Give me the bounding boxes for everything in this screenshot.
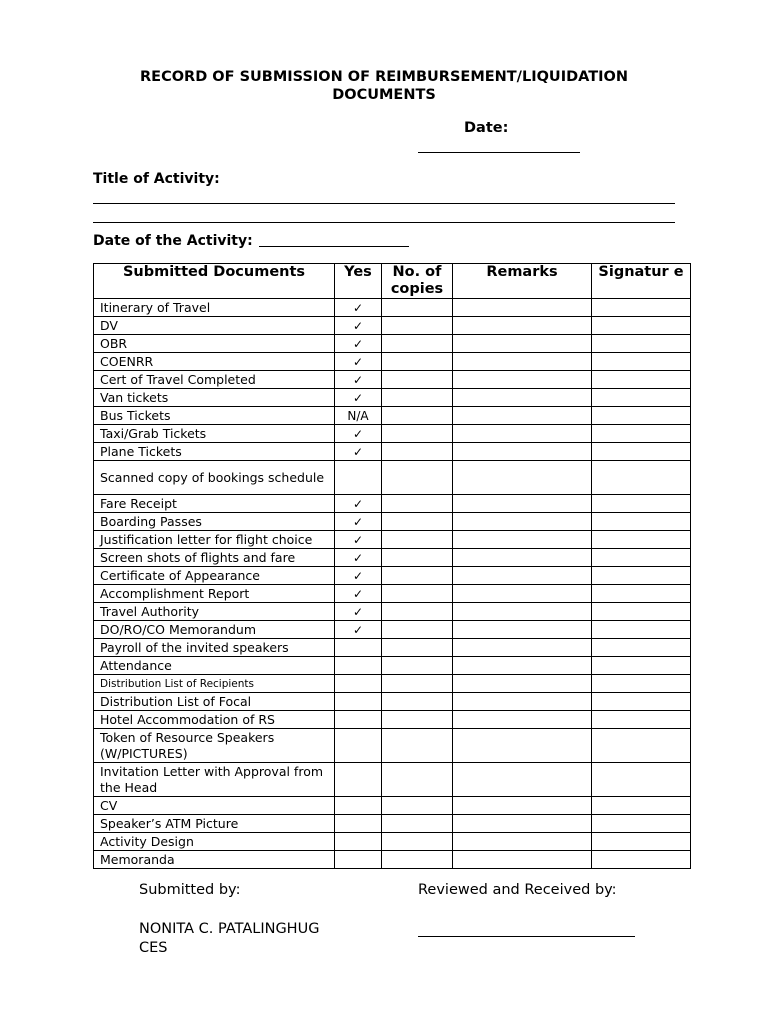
yes-mark[interactable]: ✓ [335, 389, 382, 407]
remarks-cell[interactable] [453, 443, 592, 461]
table-row [94, 585, 691, 603]
signature-cell[interactable] [592, 335, 691, 353]
submitter-block [139, 920, 319, 958]
remarks-cell[interactable] [453, 657, 592, 675]
signature-cell[interactable] [592, 495, 691, 513]
signature-cell[interactable] [592, 657, 691, 675]
table-row [94, 833, 691, 851]
doc-name: Screen shots of flights and fare [94, 549, 335, 567]
remarks-cell[interactable] [453, 851, 592, 869]
signature-cell[interactable] [592, 585, 691, 603]
signature-cell[interactable] [592, 461, 691, 495]
doc-name: Accomplishment Report [94, 585, 335, 603]
date-of-activity-label: Date of the Activity: [93, 233, 253, 249]
date-blank-line[interactable] [418, 152, 580, 153]
yes-mark[interactable] [335, 833, 382, 851]
signature-cell[interactable] [592, 763, 691, 797]
yes-mark[interactable] [335, 675, 382, 693]
remarks-cell[interactable] [453, 317, 592, 335]
doc-name: Distribution List of Recipients [94, 675, 335, 693]
doc-name: Fare Receipt [94, 495, 335, 513]
doc-name: Speaker’s ATM Picture [94, 815, 335, 833]
title-of-activity-line-1[interactable] [93, 203, 675, 204]
copies-cell[interactable] [382, 763, 453, 797]
yes-mark[interactable] [335, 693, 382, 711]
remarks-cell[interactable] [453, 711, 592, 729]
yes-mark[interactable] [335, 797, 382, 815]
remarks-cell[interactable] [453, 425, 592, 443]
table-row [94, 657, 691, 675]
remarks-cell[interactable] [453, 639, 592, 657]
signature-cell[interactable] [592, 621, 691, 639]
table-row [94, 335, 691, 353]
table-row [94, 317, 691, 335]
table-row [94, 711, 691, 729]
doc-name: Hotel Accommodation of RS [94, 711, 335, 729]
remarks-cell[interactable] [453, 763, 592, 797]
copies-cell[interactable] [382, 797, 453, 815]
copies-cell[interactable] [382, 851, 453, 869]
copies-cell[interactable] [382, 639, 453, 657]
copies-cell[interactable] [382, 389, 453, 407]
yes-mark[interactable] [335, 461, 382, 495]
copies-cell[interactable] [382, 711, 453, 729]
yes-mark[interactable]: ✓ [335, 335, 382, 353]
table-row [94, 531, 691, 549]
copies-cell[interactable] [382, 585, 453, 603]
signature-cell[interactable] [592, 371, 691, 389]
table-row [94, 549, 691, 567]
remarks-cell[interactable] [453, 729, 592, 763]
remarks-cell[interactable] [453, 693, 592, 711]
table-row [94, 815, 691, 833]
yes-mark[interactable]: ✓ [335, 531, 382, 549]
signature-cell[interactable] [592, 389, 691, 407]
signature-cell[interactable] [592, 443, 691, 461]
remarks-cell[interactable] [453, 603, 592, 621]
remarks-cell[interactable] [453, 335, 592, 353]
date-of-activity-line[interactable] [259, 246, 409, 247]
submitted-documents-table [93, 263, 691, 869]
doc-name: COENRR [94, 353, 335, 371]
copies-cell[interactable] [382, 495, 453, 513]
yes-mark[interactable] [335, 851, 382, 869]
doc-name: Taxi/Grab Tickets [94, 425, 335, 443]
remarks-cell[interactable] [453, 461, 592, 495]
remarks-cell[interactable] [453, 513, 592, 531]
remarks-cell[interactable] [453, 371, 592, 389]
copies-cell[interactable] [382, 603, 453, 621]
signature-cell[interactable] [592, 675, 691, 693]
table-row [94, 797, 691, 815]
remarks-cell[interactable] [453, 675, 592, 693]
signature-cell[interactable] [592, 729, 691, 763]
table-row [94, 567, 691, 585]
yes-mark[interactable]: ✓ [335, 371, 382, 389]
yes-mark[interactable]: ✓ [335, 425, 382, 443]
doc-name: Plane Tickets [94, 443, 335, 461]
table-row [94, 389, 691, 407]
copies-cell[interactable] [382, 299, 453, 317]
title-line-1: RECORD OF SUBMISSION OF REIMBURSEMENT/LIQUIDATION [140, 69, 628, 85]
copies-cell[interactable] [382, 549, 453, 567]
remarks-cell[interactable] [453, 567, 592, 585]
copies-cell[interactable] [382, 531, 453, 549]
remarks-cell[interactable] [453, 389, 592, 407]
signature-cell[interactable] [592, 407, 691, 425]
doc-name: Justification letter for flight choice [94, 531, 335, 549]
copies-cell[interactable] [382, 353, 453, 371]
doc-name: Distribution List of Focal [94, 693, 335, 711]
yes-mark[interactable]: ✓ [335, 443, 382, 461]
doc-name: DV [94, 317, 335, 335]
yes-mark[interactable]: ✓ [335, 495, 382, 513]
doc-name: Van tickets [94, 389, 335, 407]
doc-name: Attendance [94, 657, 335, 675]
yes-mark[interactable]: ✓ [335, 549, 382, 567]
header-yes: Yes [335, 264, 382, 299]
submitter-title: CES [139, 940, 168, 956]
doc-name: Cert of Travel Completed [94, 371, 335, 389]
yes-mark[interactable] [335, 729, 382, 763]
remarks-cell[interactable] [453, 407, 592, 425]
header-submitted-documents: Submitted Documents [94, 264, 335, 299]
table-row [94, 603, 691, 621]
signature-cell[interactable] [592, 353, 691, 371]
signature-cell[interactable] [592, 549, 691, 567]
table-row [94, 371, 691, 389]
title-of-activity-line-2[interactable] [93, 222, 675, 223]
doc-name: CV [94, 797, 335, 815]
doc-name: Invitation Letter with Approval from the Head [94, 763, 335, 797]
doc-name: Itinerary of Travel [94, 299, 335, 317]
copies-cell[interactable] [382, 513, 453, 531]
header-remarks: Remarks [453, 264, 592, 299]
yes-mark[interactable]: ✓ [335, 317, 382, 335]
signature-cell[interactable] [592, 851, 691, 869]
signature-cell[interactable] [592, 639, 691, 657]
doc-name: Bus Tickets [94, 407, 335, 425]
table-row [94, 299, 691, 317]
copies-cell[interactable] [382, 335, 453, 353]
table-row [94, 693, 691, 711]
title-line-2: DOCUMENTS [332, 87, 436, 103]
table-row [94, 461, 691, 495]
yes-mark[interactable]: N/A [335, 407, 382, 425]
copies-cell[interactable] [382, 693, 453, 711]
signature-cell[interactable] [592, 513, 691, 531]
signature-cell[interactable] [592, 317, 691, 335]
remarks-cell[interactable] [453, 495, 592, 513]
copies-cell[interactable] [382, 443, 453, 461]
remarks-cell[interactable] [453, 299, 592, 317]
copies-cell[interactable] [382, 815, 453, 833]
copies-cell[interactable] [382, 729, 453, 763]
copies-cell[interactable] [382, 317, 453, 335]
remarks-cell[interactable] [453, 549, 592, 567]
yes-mark[interactable]: ✓ [335, 621, 382, 639]
copies-cell[interactable] [382, 657, 453, 675]
table-row [94, 675, 691, 693]
yes-mark[interactable]: ✓ [335, 603, 382, 621]
reviewer-signature-line[interactable] [418, 936, 635, 937]
copies-cell[interactable] [382, 371, 453, 389]
signature-cell[interactable] [592, 833, 691, 851]
copies-cell[interactable] [382, 425, 453, 443]
signature-cell[interactable] [592, 603, 691, 621]
signature-cell[interactable] [592, 567, 691, 585]
yes-mark[interactable]: ✓ [335, 299, 382, 317]
submitted-by-label: Submitted by: [139, 882, 241, 898]
copies-cell[interactable] [382, 833, 453, 851]
table-row [94, 353, 691, 371]
submitter-name: NONITA C. PATALINGHUG [139, 921, 320, 937]
remarks-cell[interactable] [453, 585, 592, 603]
doc-name: Certificate of Appearance [94, 567, 335, 585]
doc-name: Memoranda [94, 851, 335, 869]
doc-name: DO/RO/CO Memorandum [94, 621, 335, 639]
table-row [94, 407, 691, 425]
copies-cell[interactable] [382, 461, 453, 495]
remarks-cell[interactable] [453, 797, 592, 815]
table-row [94, 443, 691, 461]
copies-cell[interactable] [382, 675, 453, 693]
copies-cell[interactable] [382, 621, 453, 639]
yes-mark[interactable] [335, 657, 382, 675]
table-row [94, 729, 691, 763]
signature-cell[interactable] [592, 531, 691, 549]
copies-cell[interactable] [382, 407, 453, 425]
table-row [94, 425, 691, 443]
signature-cell[interactable] [592, 815, 691, 833]
remarks-cell[interactable] [453, 833, 592, 851]
signature-cell[interactable] [592, 693, 691, 711]
doc-name: Token of Resource Speakers (W/PICTURES) [94, 729, 335, 763]
table-row [94, 763, 691, 797]
date-label: Date: [464, 120, 509, 136]
yes-mark[interactable]: ✓ [335, 585, 382, 603]
signature-cell[interactable] [592, 299, 691, 317]
table-row [94, 513, 691, 531]
doc-name: Boarding Passes [94, 513, 335, 531]
table-header-row [94, 264, 691, 299]
yes-mark[interactable] [335, 763, 382, 797]
title-of-activity-label: Title of Activity: [93, 171, 220, 187]
header-signature: Signatur e [592, 264, 691, 299]
doc-name: OBR [94, 335, 335, 353]
copies-cell[interactable] [382, 567, 453, 585]
table-row [94, 621, 691, 639]
yes-mark[interactable] [335, 815, 382, 833]
doc-name: Scanned copy of bookings schedule [94, 461, 335, 495]
reviewed-received-label: Reviewed and Received by: [418, 882, 617, 898]
remarks-cell[interactable] [453, 815, 592, 833]
table-row [94, 639, 691, 657]
yes-mark[interactable]: ✓ [335, 567, 382, 585]
yes-mark[interactable]: ✓ [335, 353, 382, 371]
remarks-cell[interactable] [453, 353, 592, 371]
doc-name: Payroll of the invited speakers [94, 639, 335, 657]
signature-cell[interactable] [592, 711, 691, 729]
table-row [94, 495, 691, 513]
yes-mark[interactable]: ✓ [335, 513, 382, 531]
signature-cell[interactable] [592, 797, 691, 815]
document-title [96, 68, 672, 104]
doc-name: Travel Authority [94, 603, 335, 621]
doc-name: Activity Design [94, 833, 335, 851]
table-row [94, 851, 691, 869]
header-no-of-copies: No. of copies [382, 264, 453, 299]
yes-mark[interactable] [335, 711, 382, 729]
yes-mark[interactable] [335, 639, 382, 657]
remarks-cell[interactable] [453, 621, 592, 639]
remarks-cell[interactable] [453, 531, 592, 549]
signature-cell[interactable] [592, 425, 691, 443]
